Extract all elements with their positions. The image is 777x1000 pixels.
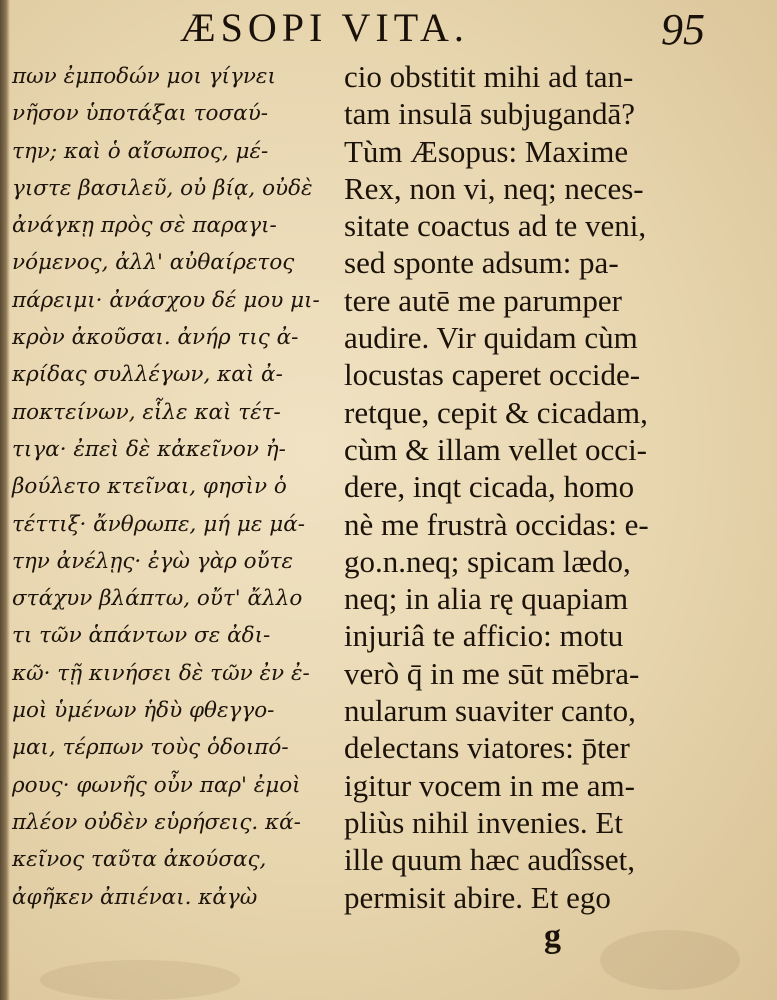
greek-line: κρίδας συλλέγων, καὶ ἀ-	[12, 362, 283, 388]
greek-line: στάχυν βλάπτω, οὔτ' ἄλλο	[12, 586, 303, 612]
greek-line: ρους· φωνῆς οὖν παρ' ἐμοὶ	[12, 772, 301, 798]
latin-line: pliùs nihil invenies. Et	[344, 804, 623, 840]
latin-line: tam insulā subjugandā?	[344, 96, 635, 132]
binding-gutter	[0, 0, 10, 1000]
latin-line: cùm & illam vellet occi-	[344, 431, 648, 467]
latin-line: delectans viatores: p̄ter	[344, 730, 630, 766]
greek-line: μαι, τέρπων τοὺς ὁδοιπό-	[12, 735, 289, 761]
greek-line: μοὶ ὑμένων ἡδὺ φθεγγο-	[12, 698, 275, 724]
latin-line: Tùm Æsopus: Maxime	[344, 133, 629, 169]
latin-line: go.n.neq; spicam lædo,	[344, 543, 631, 579]
latin-line: tere autē me parumper	[344, 282, 622, 318]
greek-line: την; καὶ ὁ αἴσωπος, μέ-	[12, 138, 269, 164]
paper-stain	[600, 930, 740, 990]
paper-stain	[40, 960, 240, 1000]
signature-mark: g	[544, 918, 561, 955]
latin-line: verò q̄ in me sūt mēbra-	[344, 655, 640, 691]
greek-line: νῆσον ὑποτάξαι τοσαύ-	[12, 101, 269, 127]
greek-line: κεῖνος ταῦτα ἀκούσας,	[12, 847, 267, 873]
latin-line: audire. Vir quidam cùm	[344, 320, 638, 356]
latin-line: nularum suaviter canto,	[344, 693, 636, 729]
latin-line: igitur vocem in me am-	[344, 767, 635, 803]
greek-line: την ἀνέλῃς· ἐγὼ γὰρ οὔτε	[12, 548, 294, 574]
page-header	[0, 0, 777, 58]
greek-line: ποκτείνων, εἷλε καὶ τέτ-	[12, 399, 281, 425]
latin-line: ille quum hæc audîsset,	[344, 842, 636, 878]
greek-line: τέττιξ· ἄνθρωπε, μή με μά-	[12, 511, 305, 537]
latin-text-column	[344, 58, 714, 916]
greek-line: γιστε βασιλεῦ, οὐ βίᾳ, οὐδὲ	[12, 175, 313, 201]
latin-line: locustas caperet occide-	[344, 357, 641, 393]
latin-line: cio obstitit mihi ad tan-	[344, 59, 634, 94]
greek-line: πάρειμι· ἀνάσχου δέ μου μι-	[12, 287, 320, 313]
greek-line: τιγα· ἐπεὶ δὲ κἀκεῖνον ἠ-	[12, 436, 286, 462]
page-number: 95	[661, 5, 705, 54]
latin-line: nè me frustrà occidas: e-	[344, 506, 649, 542]
greek-line: βούλετο κτεῖναι, φησὶν ὁ	[12, 474, 287, 500]
latin-line: retque, cepit & cicadam,	[344, 394, 648, 430]
greek-text-column	[12, 58, 330, 916]
greek-line: κῶ· τῇ κινήσει δὲ τῶν ἐν ἐ-	[12, 660, 310, 686]
greek-line: πων ἐμποδών μοι γίγνει	[12, 64, 276, 89]
latin-line: Rex, non vi, neq; neces-	[344, 170, 644, 206]
greek-line: τι τῶν ἁπάντων σε ἀδι-	[12, 623, 271, 649]
latin-line: sitate coactus ad te veni,	[344, 208, 647, 244]
latin-line: sed sponte adsum: pa-	[344, 245, 619, 281]
latin-line: injuriâ te afficio: motu	[344, 618, 624, 654]
greek-line: πλέον οὐδὲν εὑρήσεις. κά-	[12, 809, 301, 835]
greek-line: ἀνάγκῃ πρὸς σὲ παραγι-	[12, 213, 277, 239]
greek-line: ἀφῆκεν ἀπιέναι. κἀγὼ	[12, 884, 258, 910]
running-head: ÆSOPI VITA.	[180, 5, 469, 50]
latin-line: neq; in alia rę quapiam	[344, 581, 629, 617]
greek-line: νόμενος, ἀλλ' αὐθαίρετος	[12, 250, 295, 276]
greek-line: κρὸν ἀκοῦσαι. ἀνήρ τις ἀ-	[12, 325, 299, 351]
latin-line: dere, inqt cicada, homo	[344, 469, 635, 505]
latin-line: permisit abire. Et ego	[344, 879, 611, 915]
